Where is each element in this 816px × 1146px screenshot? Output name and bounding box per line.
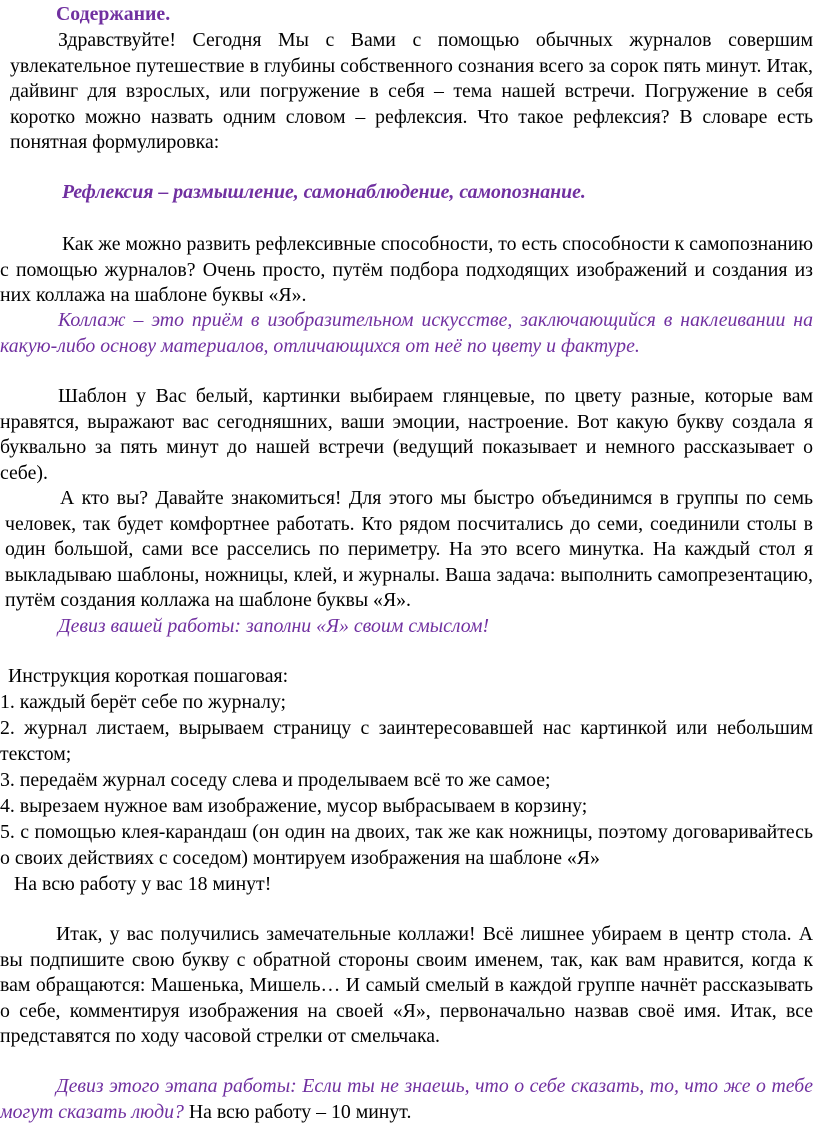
collage-definition: Коллаж – это приём в изобразительном искусстве, заключающийся в наклеивании на какую-либо основу материалов, отличающихся от неё по цвету и фактуре. [0,309,813,357]
motto-first: Девиз вашей работы: заполни «Я» своим смыслом! [58,615,490,637]
instruction-title: Инструкция короткая пошаговая: [8,665,289,687]
step-1: 1. каждый берёт себе по журналу; [0,691,287,713]
closing-paragraph: Итак, у вас получились замечательные коллажи! Всё лишнее убираем в центр стола. А вы подпишите свою букву с обратной стороны своим именем, так, как вам нравится, когда к вам обращаются: Машенька, Мишель… И самый смелый в каждой группе начнёт рассказывать о себе, комментируя изображения на своей «Я», первоначально назвав своё имя. Итак, все представятся по ходу часовой стрелки от смельчака. [0,923,813,1048]
step-5: 5. с помощью клея-карандаш (он один на двоих, так же как ножницы, поэтому договаривайтесь о своих действиях с соседом) монтируем изображения на шаблоне «Я» [0,821,813,869]
intro-paragraph: Здравствуйте! Сегодня Мы с Вами с помощью обычных журналов совершим увлекательное путешествие в глубины собственного сознания всего за сорок пять минут. Итак, дайвинг для взрослых, или погружение в себя – тема нашей встречи. Погружение в себя коротко можно назвать одним словом – рефлексия. Что такое рефлексия? В словаре есть понятная формулировка: [10,29,813,154]
step-3: 3. передаём журнал соседу слева и проделываем всё то же самое; [0,769,551,791]
motto-second: Девиз этого этапа работы: Если ты не знаешь, что о себе сказать, то, что же о тебе могут сказать люди? [0,1075,813,1123]
template-paragraph: Шаблон у Вас белый, картинки выбираем глянцевые, по цвету разные, которые вам нравятся, выражают вас сегодняшних, ваши эмоции, настроение. Вот какую букву создала я буквально за пять минут до нашей встречи (ведущий показывает и немного рассказывает о себе). [0,385,813,484]
motto-second-paragraph [0,1074,813,1125]
step-2: 2. журнал листаем, вырываем страницу с заинтересовавшей нас картинкой или небольшим текстом; [0,717,813,765]
step-4: 4. вырезаем нужное вам изображение, мусор выбрасываем в корзину; [0,795,588,817]
time-limit-second: На всю работу – 10 минут. [183,1100,412,1123]
development-paragraph: Как же можно развить рефлексивные способности, то есть способности к самопознанию с помощью журналов? Очень просто, путём подбора подходящих изображений и создания из них коллажа на шаблоне буквы «Я». [0,233,813,307]
introduction-paragraph: А кто вы? Давайте знакомиться! Для этого мы быстро объединимся в группы по семь человек, так будет комфортнее работать. Кто рядом посчитались до семи, соединили столы в один большой, сами все расселись по периметру. На это всего минутка. На каждый стол я выкладываю шаблоны, ножницы, клей, и журналы. Ваша задача: выполнить самопрезентацию, путём создания коллажа на шаблоне буквы «Я». [5,487,813,612]
time-limit-first: На всю работу у вас 18 минут! [14,873,272,895]
reflexia-definition: Рефлексия – размышление, самонаблюдение, самопознание. [62,181,586,203]
document-heading: Содержание. [56,3,171,25]
